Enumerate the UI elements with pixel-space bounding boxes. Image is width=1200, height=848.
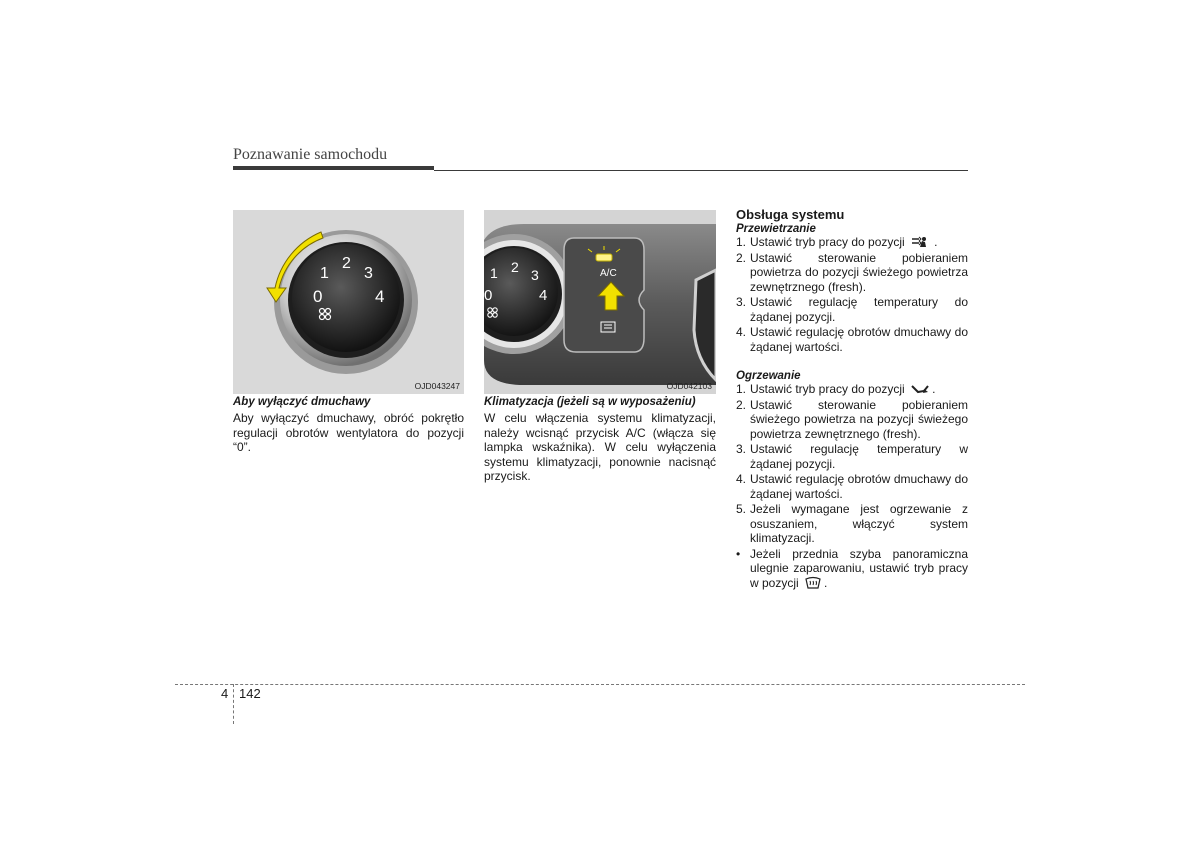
footer-dashed-line xyxy=(175,684,1025,685)
vent-mode-icon xyxy=(910,236,932,248)
ac-panel-illustration xyxy=(484,210,716,394)
knob2-label-0: 0 xyxy=(484,287,493,304)
footer-divider xyxy=(233,684,234,724)
figure-fan-knob xyxy=(233,210,464,394)
list-item: 4. Ustawić regulację obrotów dmuchawy do żądanej wartości. xyxy=(736,325,968,354)
figure-ac-panel xyxy=(484,210,716,394)
knob-label-0: 0 xyxy=(313,287,323,306)
knob-label-4: 4 xyxy=(375,287,385,306)
header-line xyxy=(434,170,968,171)
knob2-label-1: 1 xyxy=(490,265,498,281)
page-number: 142 xyxy=(239,686,261,701)
system-section xyxy=(736,207,968,591)
heat-steps xyxy=(736,382,968,590)
header-title: Poznawanie samochodu xyxy=(233,146,388,163)
list-item: • Jeżeli przednia szyba panoramiczna ulegnie zaparowaniu, ustawić tryb pracy w pozycji . xyxy=(736,546,968,590)
header-bar xyxy=(233,166,434,170)
list-item: 1. Ustawić tryb pracy do pozycji . xyxy=(736,382,936,396)
knob-label-2: 2 xyxy=(342,255,351,272)
fig2-caption: Klimatyzacja (jeżeli są w wyposażeniu) xyxy=(484,396,696,408)
knob2-label-3: 3 xyxy=(531,267,539,283)
list-item: 5. Jeżeli wymagane jest ogrzewanie z osuszaniem, włączyć system klimatyzacji. xyxy=(736,502,968,545)
heat-subtitle: Ogrzewanie xyxy=(736,370,801,382)
vent-subtitle: Przewietrzanie xyxy=(736,223,816,235)
figure-code: OJD042103 xyxy=(666,381,712,391)
list-item: 4. Ustawić regulację obrotów dmuchawy do żądanej wartości. xyxy=(736,472,968,501)
knob2-label-4: 4 xyxy=(539,287,548,304)
list-item: 3. Ustawić regulację temperatury do żądanej pozycji. xyxy=(736,295,968,324)
ac-button-label: A/C xyxy=(600,268,617,279)
knob-label-1: 1 xyxy=(320,265,329,282)
list-item: 2. Ustawić sterowanie pobieraniem świeżego powietrza na pozycji świeżego powietrza zewnętrznego (fresh). xyxy=(736,397,968,441)
fan-knob-illustration xyxy=(233,210,464,394)
fig2-text: W celu włączenia systemu klimatyzacji, należy wcisnąć przycisk A/C (włącza się lampka wskaźnika). W celu wyłączenia systemu klimatyzacji, ponownie nacisnąć przycisk. xyxy=(484,411,716,483)
fig1-text: Aby wyłączyć dmuchawy, obróć pokrętło regulacji obrotów wentylatora do pozycji “0”. xyxy=(233,411,464,454)
vent-steps xyxy=(736,235,968,354)
defrost-mode-icon xyxy=(804,576,822,589)
figure-code: OJD043247 xyxy=(414,381,460,391)
list-item: 2. Ustawić sterowanie pobieraniem powietrza do pozycji świeżego powietrza zewnętrznego (fresh). xyxy=(736,250,968,294)
chapter-number: 4 xyxy=(221,686,229,701)
floor-mode-icon xyxy=(910,383,930,395)
knob2-label-2: 2 xyxy=(511,259,519,275)
section-title: Obsługa systemu xyxy=(736,207,845,222)
list-item: 3. Ustawić regulację temperatury w żądanej pozycji. xyxy=(736,442,968,471)
fig1-caption: Aby wyłączyć dmuchawy xyxy=(233,396,371,408)
list-item: 1. Ustawić tryb pracy do pozycji . xyxy=(736,235,938,249)
knob-label-3: 3 xyxy=(364,265,373,282)
